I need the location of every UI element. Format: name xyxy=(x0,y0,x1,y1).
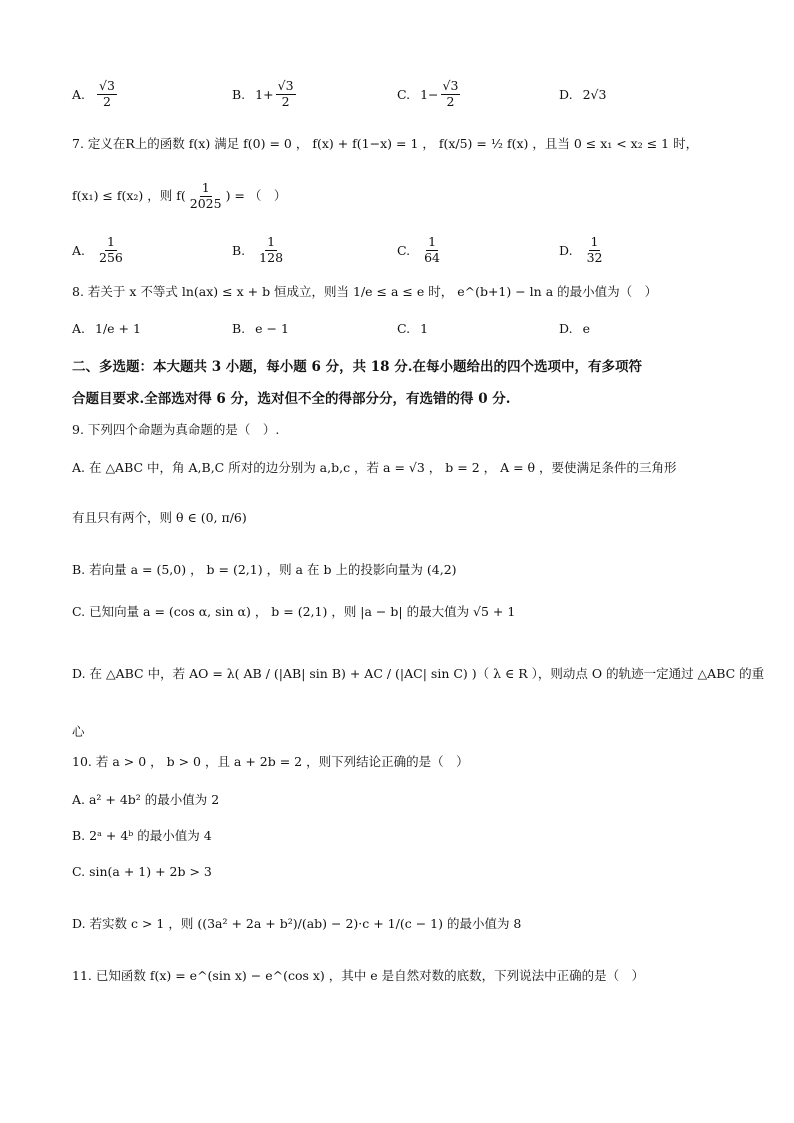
q8-option-b: B. e − 1 xyxy=(232,320,289,336)
q10-option-d: D. 若实数 c > 1 ，则 ((3a² + 2a + b²)/(ab) − 2)·c + 1/(c − 1) 的最小值为 8 xyxy=(72,916,522,931)
q6-option-c: C. 1− $\frac{√3}{2}$ xyxy=(397,78,459,109)
q9-option-d-line2: 心 xyxy=(72,724,85,739)
q8-option-c: C. 1 xyxy=(397,320,429,336)
q7-stem-line1: 7. 定义在R上的函数 f(x) 满足 f(0) = 0 ， f(x) + f(1−x) = 1 ， f(x/5) = ½ f(x) ，且当 0 ≤ x₁ < x₂ ≤ 1 时， xyxy=(72,136,699,151)
q7-option-a: A. $\frac{1}{256}$ xyxy=(72,234,123,265)
q10-option-a: A. a² + 4b² 的最小值为 2 xyxy=(72,792,220,807)
q9-option-c: C. 已知向量 a = (cos α, sin α) ， b = (2,1) ，则 |a − b| 的最大值为 √5 + 1 xyxy=(72,604,516,619)
q11-stem: 11. 已知函数 f(x) = e^(sin x) − e^(cos x) ，其中 e 是自然对数的底数，下列说法中正确的是（ ） xyxy=(72,968,645,983)
q6-option-b: B. 1+ $\frac{√3}{2}$ xyxy=(232,78,294,109)
q9-option-a-line2: 有且只有两个，则 θ ∈ (0, π/6) xyxy=(72,510,247,525)
section-2-heading-line2: 合题目要求.全部选对得 6 分，选对但不全的得部分分，有选错的得 0 分. xyxy=(72,391,511,407)
q9-option-d-line1: D. 在 △ABC 中，若 AO = λ( AB / (|AB| sin B) + AC / (|AC| sin C) )（ λ ∈ R ），则动点 O 的轨迹一定通过 △ABC 的重 xyxy=(72,666,765,681)
q10-option-b: B. 2ᵃ + 4ᵇ 的最小值为 4 xyxy=(72,828,212,843)
section-2-heading-line1: 二、多选题：本大题共 3 小题，每小题 6 分，共 18 分.在每小题给出的四个选项中，有多项符 xyxy=(72,359,642,375)
q6-option-d: D. 2√3 xyxy=(559,86,607,102)
q7-stem-line2: f(x₁) ≤ f(x₂) ，则 f( $\frac{1}{2025}$ ) = （ ） xyxy=(72,180,287,211)
q7-option-c: C. $\frac{1}{64}$ xyxy=(397,234,440,265)
q9-stem: 9. 下列四个命题为真命题的是（ ）. xyxy=(72,422,280,437)
q6-option-a: A. $\frac{√3}{2}$ xyxy=(72,78,115,109)
q8-options xyxy=(72,310,732,346)
q7-option-b: B. $\frac{1}{128}$ xyxy=(232,234,284,265)
q6-options xyxy=(72,72,732,116)
q9-option-b: B. 若向量 a = (5,0) ， b = (2,1) ，则 a 在 b 上的投影向量为 (4,2) xyxy=(72,562,457,577)
q10-stem: 10. 若 a > 0 ， b > 0 ，且 a + 2b = 2 ，则下列结论正确的是（ ） xyxy=(72,754,469,769)
q9-option-a-line1: A. 在 △ABC 中，角 A,B,C 所对的边分别为 a,b,c ，若 a = √3 ， b = 2 ， A = θ ，要使满足条件的三角形 xyxy=(72,460,677,475)
q8-option-a: A. 1/e + 1 xyxy=(72,320,141,336)
q10-option-c: C. sin(a + 1) + 2b > 3 xyxy=(72,864,212,879)
q7-option-d: D. $\frac{1}{32}$ xyxy=(559,234,603,265)
q8-option-d: D. e xyxy=(559,320,590,336)
q8-stem: 8. 若关于 x 不等式 ln(ax) ≤ x + b 恒成立，则当 1/e ≤ a ≤ e 时， e^(b+1) − ln a 的最小值为（ ） xyxy=(72,284,658,299)
q7-options xyxy=(72,228,732,272)
